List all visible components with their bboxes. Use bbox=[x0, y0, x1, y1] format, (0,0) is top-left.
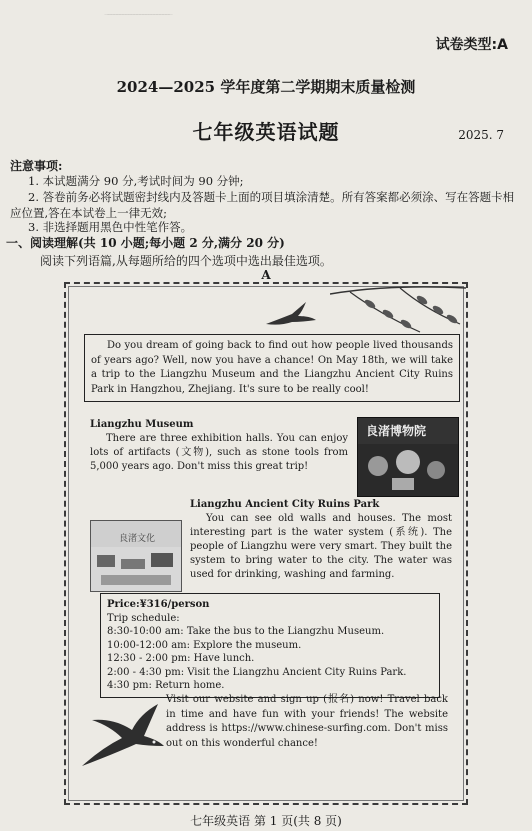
intro-box bbox=[84, 334, 460, 402]
museum-text: There are three exhibition halls. You can enjoy lots of artifacts (文物), such as stone tools from 5,000 years ago. Don't miss this great trip! bbox=[90, 433, 348, 472]
museum-sign-text: 良渚博物院 bbox=[366, 424, 427, 438]
note-item: 1. 本试题满分 90 分,考试时间为 90 分钟; bbox=[28, 174, 244, 188]
paper-type-label: 试卷类型:A bbox=[435, 37, 508, 53]
schedule-item: 10:00-12:00 am: Explore the museum. bbox=[107, 639, 302, 651]
museum-text-block bbox=[90, 432, 348, 474]
exam-date: 2025. 7 bbox=[458, 128, 504, 142]
ruins-heading: Liangzhu Ancient City Ruins Park bbox=[190, 499, 380, 510]
trip-schedule-title: Trip schedule: bbox=[107, 612, 180, 624]
schedule-item: 12:30 - 2:00 pm: Have lunch. bbox=[107, 653, 255, 664]
note-item: 3. 非选择题用黑色中性笔作答。 bbox=[28, 220, 193, 234]
trip-schedule-box bbox=[100, 593, 440, 698]
note-item: 2. 答卷前务必将试题密封线内及答题卡上面的项目填涂清楚。所有答案都必须涂、写在答题卡相应位置,答在本试卷上一律无效; bbox=[10, 190, 515, 220]
notes-title: 注意事项: bbox=[10, 159, 63, 173]
ruins-photo-caption: 良渚文化 bbox=[119, 534, 156, 544]
trip-price: Price:¥316/person bbox=[107, 599, 210, 610]
passage-label: A bbox=[261, 268, 271, 282]
bleed-through-text: ̶ ̶ ̶ ̶ ̶ ̶ ̶ ̶ ̶ ̶ ̶ ̶ ̶ ̶ ̶ ̶ ̶ ̶ ̶ ̶ ̶ ̶ ̶ bbox=[110, 10, 173, 20]
schedule-item: 8:30-10:00 am: Take the bus to the Liangzhu Museum. bbox=[107, 626, 385, 637]
bird-icon bbox=[262, 296, 318, 330]
swallow-icon bbox=[74, 696, 166, 770]
page-title: 七年级英语试题 bbox=[192, 120, 340, 144]
ruins-text: You can see old walls and houses. The most interesting part is the water system (系统). The people of Liangzhu were very smart. They built the system to bring water to the city. The water was used for drinking, washing and farming. bbox=[190, 513, 452, 580]
museum-photo bbox=[357, 417, 459, 497]
schedule-item: 4:30 pm: Return home. bbox=[107, 680, 225, 691]
branch-leaves-icon bbox=[330, 284, 466, 336]
closing-text: Visit our website and sign up (报名) now! Travel back in time and have fun with your friends! The website address is https://www.chinese-surfing.com. Don't miss out on this wonderful chance! bbox=[166, 694, 448, 749]
section-title: 一、阅读理解(共 10 小题;每小题 2 分,满分 20 分) bbox=[6, 236, 285, 250]
ruins-text-block bbox=[190, 512, 452, 582]
ruins-photo bbox=[90, 520, 182, 592]
museum-heading: Liangzhu Museum bbox=[90, 419, 194, 430]
schedule-item: 2:00 - 4:30 pm: Visit the Liangzhu Ancient City Ruins Park. bbox=[107, 666, 407, 678]
section-instruction: 阅读下列语篇,从每题所给的四个选项中选出最佳选项。 bbox=[40, 254, 332, 268]
exam-title: 2024—2025 学年度第二学期期末质量检测 bbox=[116, 78, 416, 96]
intro-text: Do you dream of going back to find out how people lived thousands of years ago? Well, now you have a chance! On May 18th, we will take a trip to the Liangzhu Museum and the Liangzhu Ancient City Ruins Park in Hangzhou, Zhejiang. It's sure to be really cool! bbox=[91, 340, 453, 395]
page-footer: 七年级英语 第 1 页(共 8 页) bbox=[190, 814, 342, 828]
